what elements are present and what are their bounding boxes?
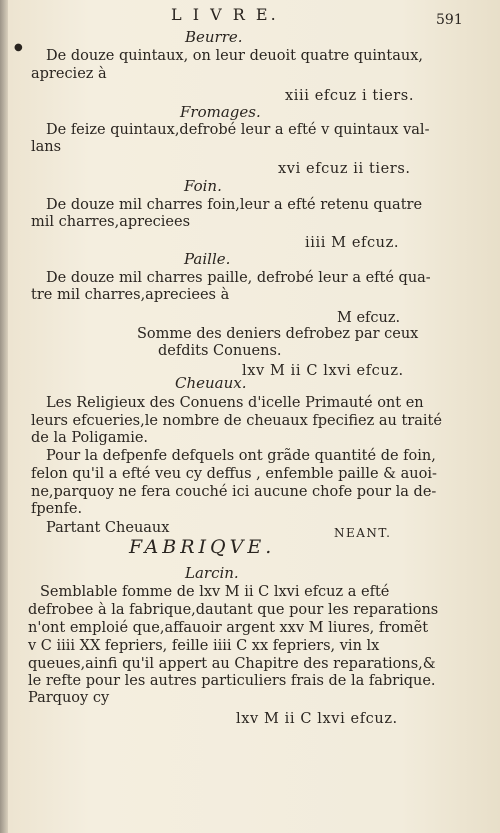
- fabrique-line-4: v C iiii XX fepriers, feille iiii C xx fepriers, vin lx: [28, 638, 380, 654]
- chapter-title-fabrique: FABRIQVE.: [129, 536, 276, 558]
- fabrique-line-7: Parquoy cy: [28, 690, 110, 706]
- section-heading-foin: Foin.: [184, 177, 222, 195]
- fabrique-line-6: le refte pour les autres particuliers frais de la fabrique.: [28, 673, 436, 689]
- fabrique-line-5: queues,ainfi qu'il appert au Chapitre des reparations,&: [28, 656, 436, 672]
- beurre-line-1: De douze quintaux, on leur deuoit quatre quintaux,: [46, 48, 423, 64]
- cheuaux-p1-line-1: Les Religieux des Conuens d'icelle Primauté ont en: [46, 395, 424, 411]
- cheuaux-p2-line-3: ne,parquoy ne fera couché ici aucune chofe pour la de-: [31, 484, 437, 500]
- page-gutter-shadow: [0, 0, 8, 833]
- foin-line-1: De douze mil charres foin,leur a efté retenu quatre: [46, 197, 423, 213]
- section-heading-paille: Paille.: [184, 250, 231, 268]
- fabrique-line-2: defrobee à la fabrique,dautant que pour les reparations: [28, 602, 439, 618]
- section-heading-beurre: Beurre.: [185, 28, 243, 46]
- fabrique-line-3: n'ont emploié que,affauoir argent xxv M liures, fromẽt: [28, 620, 429, 636]
- running-title: L I V R E.: [171, 5, 279, 24]
- somme-line-1: Somme des deniers defrobez par ceux: [137, 326, 419, 342]
- beurre-amount: xiii efcuz i tiers.: [285, 88, 415, 104]
- cheuaux-p2-line-4: fpenfe.: [31, 501, 83, 517]
- paille-line-1: De douze mil charres paille, defrobé leur a efté qua-: [46, 270, 431, 286]
- partant-value: NEANT.: [334, 526, 392, 540]
- section-heading-fromages: Fromages.: [180, 103, 261, 121]
- paille-amount: M efcuz.: [337, 310, 401, 326]
- somme-line-2: defdits Conuens.: [158, 343, 282, 359]
- fromages-amount: xvi efcuz ii tiers.: [278, 161, 411, 177]
- page-number: 591: [436, 12, 463, 28]
- cheuaux-p1-line-2: leurs efcueries,le nombre de cheuaux fpecifiez au traité: [31, 413, 442, 429]
- beurre-line-2: apreciez à: [31, 66, 107, 82]
- section-heading-cheuaux: Cheuaux.: [175, 374, 247, 392]
- cheuaux-p2-line-2: felon qu'il a efté veu cy deffus , enfemble paille & auoi-: [31, 466, 437, 482]
- section-heading-larcin: Larcin.: [185, 564, 239, 582]
- foin-amount: iiii M efcuz.: [305, 235, 400, 251]
- paille-line-2: tre mil charres,apreciees à: [31, 287, 230, 303]
- fabrique-amount: lxv M ii C lxvi efcuz.: [236, 711, 398, 727]
- cheuaux-p1-line-3: de la Poligamie.: [31, 430, 149, 446]
- fabrique-line-1: Semblable fomme de lxv M ii C lxvi efcuz a efté: [40, 584, 390, 600]
- foin-line-2: mil charres,apreciees: [31, 214, 191, 230]
- cheuaux-p2-line-1: Pour la defpenfe defquels ont grãde quantité de foin,: [46, 448, 436, 464]
- somme-amount: lxv M ii C lxvi efcuz.: [242, 363, 404, 379]
- partant-label: Partant Cheuaux: [46, 520, 170, 536]
- fromages-line-2: lans: [31, 139, 62, 155]
- margin-mark: ●: [14, 42, 23, 53]
- fromages-line-1: De feize quintaux,defrobé leur a efté v quintaux val-: [46, 122, 430, 138]
